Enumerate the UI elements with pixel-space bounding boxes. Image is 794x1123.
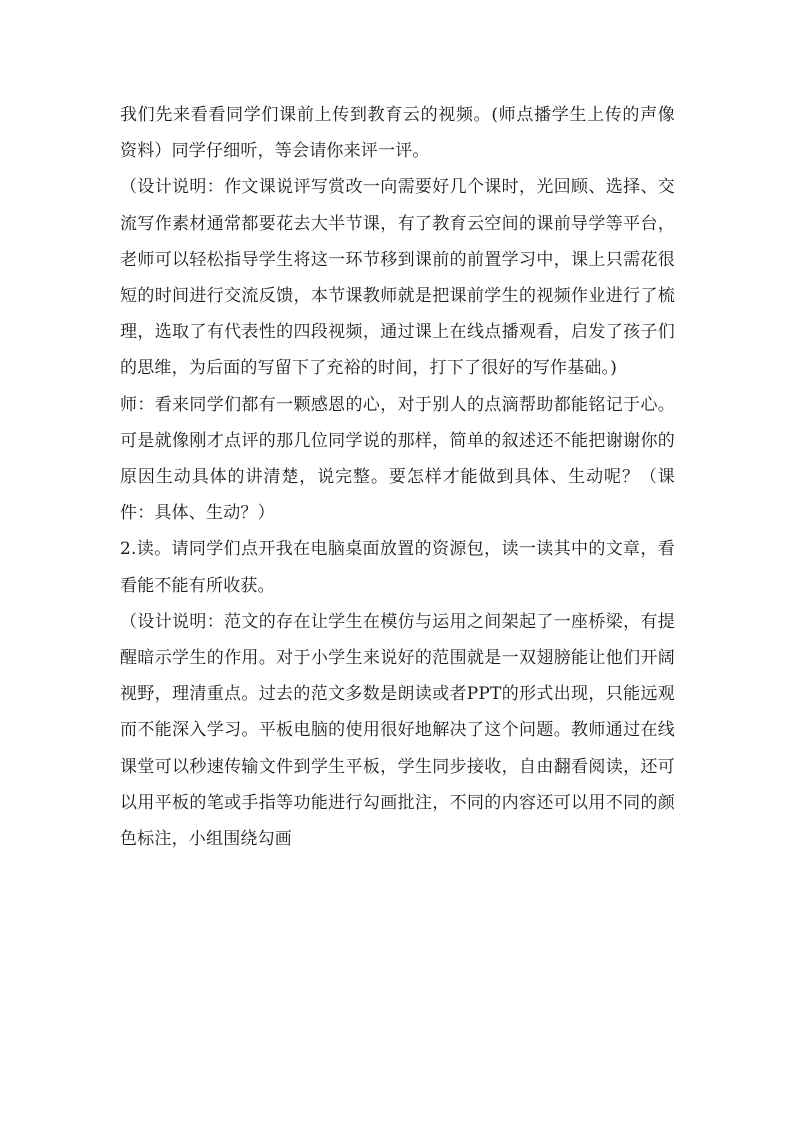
paragraph-teacher-remark: 师：看来同学们都有一颗感恩的心，对于别人的点滴帮助都能铭记于心。可是就像刚才点评的那几位同学说的那样，简单的叙述还不能把谢谢你的原因生动具体的讲清楚，说完整。要怎样才能做到具体、生动呢？（课件：具体、生动？） xyxy=(120,394,675,524)
paragraph-reading-step: 2.读。请同学们点开我在电脑桌面放置的资源包，读一读其中的文章，看看能不能有所收获。 xyxy=(120,539,675,596)
paragraph-design-note-1: （设计说明：作文课说评写赏改一向需要好几个课时，光回顾、选择、交流写作素材通常都要花去大半节课，有了教育云空间的课前导学等平台，老师可以轻松指导学生将这一环节移到课前的前置学习中，课上只需花很短的时间进行交流反馈，本节课教师就是把课前学生的视频作业进行了梳理，选取了有代表性的四段视频，通过课上在线点播观看，启发了孩子们的思维，为后面的写留下了充裕的时间，打下了很好的写作基础。) xyxy=(120,177,675,379)
document-body xyxy=(120,97,675,857)
paragraph-video-intro: 我们先来看看同学们课前上传到教育云的视频。(师点播学生上传的声像资料）同学仔细听，等会请你来评一评。 xyxy=(120,105,675,162)
paragraph-design-note-2: （设计说明：范文的存在让学生在模仿与运用之间架起了一座桥梁，有提醒暗示学生的作用。对于小学生来说好的范围就是一双翅膀能让他们开阔视野，理清重点。过去的范文多数是朗读或者PPT的形式出现，只能远观而不能深入学习。平板电脑的使用很好地解决了这个问题。教师通过在线课堂可以秒速传输文件到学生平板，学生同步接收，自由翻看阅读，还可以用平板的笔或手指等功能进行勾画批注，不同的内容还可以用不同的颜色标注，小组围绕勾画 xyxy=(120,611,675,850)
